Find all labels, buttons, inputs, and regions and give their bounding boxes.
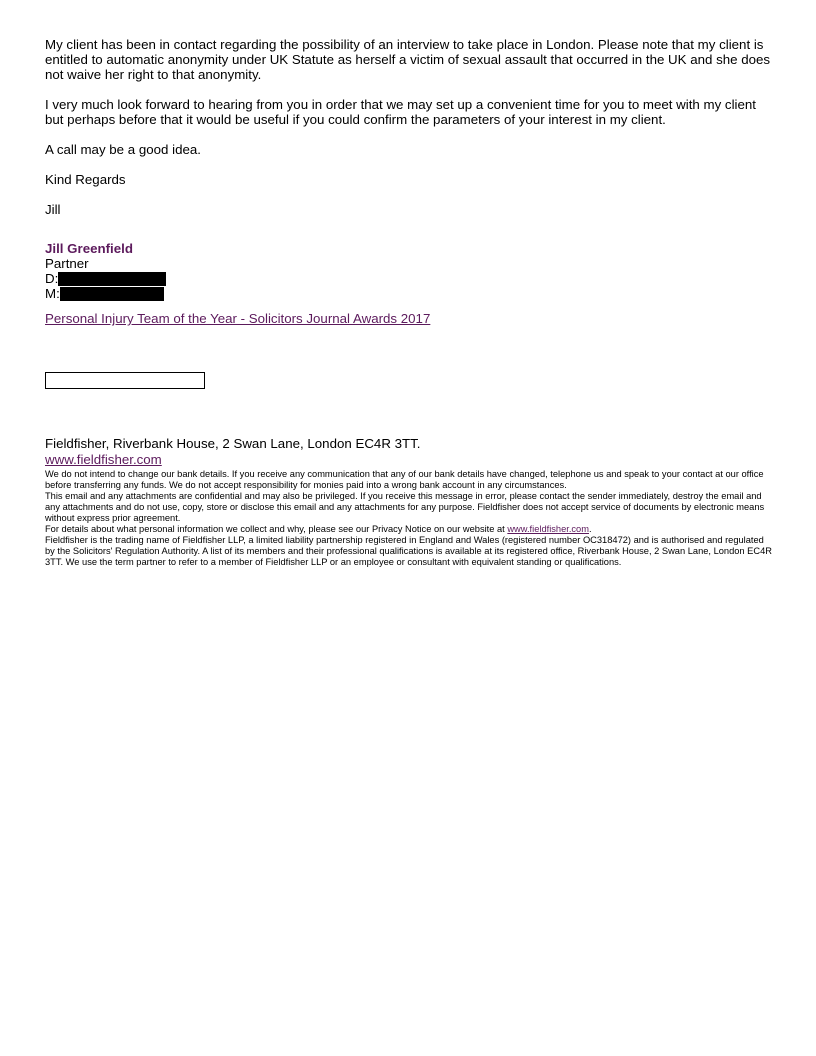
privacy-website-link[interactable]: www.fieldfisher.com	[507, 524, 589, 534]
award-link[interactable]: Personal Injury Team of the Year - Solicitors Journal Awards 2017	[45, 311, 431, 326]
signature-block	[45, 241, 775, 328]
mobile-line-label: M:	[45, 286, 60, 301]
body-paragraph-2: I very much look forward to hearing from you in order that we may set up a convenient time for you to meet with my client but perhaps before that it would be useful if you could confirm the parameters of your interest in my client.	[45, 97, 756, 127]
legal-notice: Fieldfisher is the trading name of Fieldfisher LLP, a limited liability partnership registered in England and Wales (registered number OC318472) and is authorised and regulated by the Solicitors' Regulation Authority. A list of its members and their professional qualifications is available at its registered office, Riverbank House, 2 Swan Lane, London EC4R 3TT. We use the term partner to refer to a member of Fieldfisher LLP or an employee or consultant with equivalent standing or qualifications.	[45, 535, 772, 567]
mobile-line-row	[45, 286, 775, 301]
direct-line-row	[45, 271, 775, 286]
confidentiality-notice: This email and any attachments are confidential and may also be privileged. If you receive this message in error, please contact the sender immediately, destroy the email and any attachments and do not use, copy, store or disclose this email and any attachments for any purpose. Fieldfisher does not accept service of documents by electronic means without express prior agreement.	[45, 491, 765, 523]
signature-name: Jill Greenfield	[45, 241, 133, 256]
image-placeholder	[45, 372, 205, 389]
direct-line-label: D:	[45, 271, 59, 286]
redaction-bar	[58, 272, 166, 286]
body-paragraph-3: A call may be a good idea.	[45, 142, 201, 157]
privacy-suffix: .	[588, 524, 592, 534]
body-paragraph-1: My client has been in contact regarding the possibility of an interview to take place in London. Please note that my client is entitled to automatic anonymity under UK Statute as herself a victim of sexual assault that occurred in the UK and she does not waive her right to that anonymity.	[45, 37, 771, 82]
privacy-notice	[45, 524, 775, 535]
email-body	[45, 37, 775, 568]
closing-line: Kind Regards	[45, 172, 126, 187]
bank-notice: We do not intend to change our bank details. If you receive any communication that any of our bank details have changed, telephone us and speak to your contact at our office before transferring any funds. We do not accept responsibility for monies paid into a wrong bank account in any circumstances.	[45, 469, 764, 490]
redaction-bar	[60, 287, 164, 301]
privacy-prefix: For details about what personal information we collect and why, please see our Privacy Notice on our website at	[45, 524, 508, 534]
sign-off: Jill	[45, 202, 61, 217]
footer-address: Fieldfisher, Riverbank House, 2 Swan Lane, London EC4R 3TT.	[45, 436, 421, 451]
signature-title: Partner	[45, 256, 89, 271]
website-link[interactable]: www.fieldfisher.com	[45, 452, 162, 467]
